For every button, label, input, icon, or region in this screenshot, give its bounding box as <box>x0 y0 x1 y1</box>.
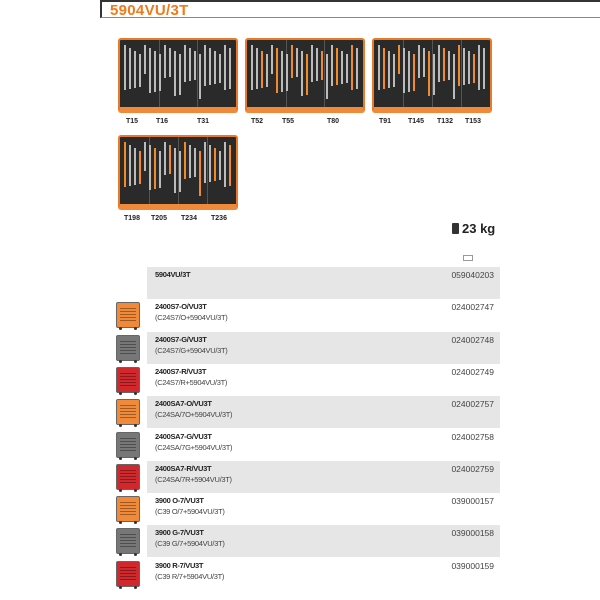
tool-shape <box>256 48 258 89</box>
tray-label: T145 <box>408 118 424 125</box>
tool-shape <box>189 48 191 81</box>
trolley-thumbnail <box>116 464 140 490</box>
tool-shape <box>261 51 263 88</box>
tool-shape <box>124 142 126 187</box>
item-name: 2400SA7-O/VU3T <box>155 399 212 409</box>
tool-shape <box>194 148 196 177</box>
item-name: 2400SA7-G/VU3T <box>155 431 212 441</box>
tool-shape <box>403 48 405 93</box>
trolley-thumbnail <box>116 528 140 554</box>
tool-shape <box>139 54 141 87</box>
item-article-number: 024002757 <box>451 399 494 410</box>
tool-shape <box>281 51 283 92</box>
tool-shape <box>351 45 353 90</box>
tool-shape <box>174 51 176 96</box>
tool-shape <box>423 48 425 77</box>
tool-shape <box>229 145 231 186</box>
wheel-icon <box>119 553 122 556</box>
tool-shape <box>204 45 206 86</box>
item-article-number: 039000159 <box>451 560 494 571</box>
tool-shape <box>336 48 338 85</box>
tray-label: T15 <box>125 118 139 125</box>
tool-shape <box>179 151 181 192</box>
table-row <box>147 267 500 299</box>
wheel-icon <box>134 553 137 556</box>
tool-shape <box>204 142 206 183</box>
item-set-code: (C24S7/R+5904VU/3T) <box>155 377 228 387</box>
tray-label: T236 <box>211 215 227 222</box>
wheel-icon <box>119 489 122 492</box>
table-row <box>147 396 500 428</box>
tray-label: T132 <box>437 118 453 125</box>
tool-shape <box>438 45 440 82</box>
item-set-code: (C39 R/7+5904VU/3T) <box>155 571 225 581</box>
product-title: 5904VU/3T <box>110 2 189 19</box>
tool-shape <box>229 48 231 89</box>
tool-shape <box>428 51 430 96</box>
tool-tray-4 <box>118 135 238 210</box>
table-row <box>147 461 500 493</box>
wheel-icon <box>119 586 122 589</box>
tool-shape <box>398 45 400 74</box>
tool-shape <box>291 45 293 78</box>
item-set-code: (C24SA/7G+5904VU/3T) <box>155 442 233 452</box>
trolley-thumbnail <box>116 335 140 361</box>
weight-icon <box>452 223 459 234</box>
item-name: 2400S7-G/VU3T <box>155 334 207 344</box>
item-name: 3900 G-7/VU3T <box>155 528 204 538</box>
wheel-icon <box>119 521 122 524</box>
table-row <box>147 525 500 557</box>
item-set-code: (C24SA/7O+5904VU/3T) <box>155 410 233 420</box>
wheel-icon <box>134 489 137 492</box>
tool-shape <box>463 48 465 85</box>
table-row <box>147 364 500 396</box>
wheel-icon <box>134 457 137 460</box>
tool-shape <box>199 151 201 196</box>
tool-shape <box>224 142 226 187</box>
item-article-number: 039000157 <box>451 496 494 507</box>
wheel-icon <box>134 521 137 524</box>
tool-shape <box>129 145 131 186</box>
tool-shape <box>224 45 226 90</box>
tray-label: T91 <box>378 118 392 125</box>
item-article-number: 024002758 <box>451 431 494 442</box>
trolley-thumbnail <box>116 302 140 328</box>
tool-shape <box>189 145 191 178</box>
tray-section <box>461 40 491 107</box>
item-article-number: 039000158 <box>451 528 494 539</box>
tool-shape <box>276 48 278 93</box>
item-article-number: 059040203 <box>451 270 494 280</box>
wheel-icon <box>119 360 122 363</box>
wheel-icon <box>134 392 137 395</box>
tool-shape <box>301 51 303 96</box>
tool-shape <box>296 48 298 77</box>
tool-shape <box>383 48 385 89</box>
tool-shape <box>194 51 196 80</box>
tool-shape <box>483 48 485 89</box>
tool-shape <box>458 45 460 86</box>
tool-shape <box>341 51 343 84</box>
item-article-number: 024002747 <box>451 302 494 313</box>
wheel-icon <box>119 424 122 427</box>
table-row <box>147 429 500 461</box>
tool-shape <box>199 54 201 99</box>
item-set-code: (C24S7/O+5904VU/3T) <box>155 313 228 323</box>
tool-shape <box>149 145 151 190</box>
tray-label: T80 <box>326 118 340 125</box>
tool-shape <box>321 51 323 80</box>
tray-label: T31 <box>196 118 210 125</box>
table-row <box>147 299 500 331</box>
tool-shape <box>316 48 318 81</box>
tray-section <box>207 137 237 204</box>
tray-label: T153 <box>465 118 481 125</box>
tool-shape <box>219 54 221 83</box>
tray-label: T205 <box>151 215 167 222</box>
tray-label: T16 <box>155 118 169 125</box>
table-row <box>147 558 500 590</box>
tool-shape <box>286 54 288 91</box>
weight-info <box>452 221 495 236</box>
wheel-icon <box>119 327 122 330</box>
tray-label: T55 <box>281 118 295 125</box>
tool-shape <box>251 45 253 90</box>
table-row <box>147 493 500 525</box>
tool-shape <box>144 45 146 74</box>
item-article-number: 024002759 <box>451 463 494 474</box>
tool-shape <box>209 48 211 85</box>
wheel-icon <box>119 457 122 460</box>
tool-shape <box>331 45 333 86</box>
wheel-icon <box>134 327 137 330</box>
wheel-icon <box>134 424 137 427</box>
tool-shape <box>378 45 380 90</box>
trolley-thumbnail <box>116 561 140 587</box>
trolley-thumbnail <box>116 432 140 458</box>
trolley-thumbnail <box>116 367 140 393</box>
tool-shape <box>154 51 156 92</box>
tool-shape <box>356 48 358 89</box>
barcode-icon <box>463 255 473 261</box>
tool-shape <box>311 45 313 82</box>
tool-shape <box>124 45 126 90</box>
tool-shape <box>219 151 221 180</box>
trolley-thumbnail <box>116 399 140 425</box>
tool-tray-2 <box>245 38 365 113</box>
tool-shape <box>214 51 216 84</box>
tool-shape <box>326 54 328 99</box>
item-name: 3900 O-7/VU3T <box>155 496 204 506</box>
tool-shape <box>433 54 435 95</box>
weight-value: 23 kg <box>462 221 496 236</box>
tool-shape <box>209 145 211 182</box>
tool-shape <box>473 54 475 83</box>
tool-shape <box>448 51 450 80</box>
item-set-code: (C24SA/7R+5904VU/3T) <box>155 474 232 484</box>
trolley-thumbnail <box>116 496 140 522</box>
item-name: 2400S7-O/VU3T <box>155 302 207 312</box>
tool-shape <box>134 148 136 185</box>
item-name: 2400S7-R/VU3T <box>155 366 207 376</box>
tray-label: T198 <box>124 215 140 222</box>
tool-shape <box>388 51 390 88</box>
tool-shape <box>164 45 166 78</box>
tool-shape <box>149 48 151 93</box>
item-set-code: (C39 O/7+5904VU/3T) <box>155 507 225 517</box>
item-article-number: 024002749 <box>451 366 494 377</box>
tool-shape <box>129 48 131 89</box>
tool-shape <box>164 142 166 175</box>
wheel-icon <box>134 360 137 363</box>
tool-shape <box>169 145 171 174</box>
item-article-number: 024002748 <box>451 334 494 345</box>
title-bar <box>100 0 600 18</box>
tool-shape <box>179 54 181 95</box>
tool-shape <box>393 54 395 87</box>
tool-shape <box>408 51 410 92</box>
tool-shape <box>159 54 161 91</box>
item-name: 5904VU/3T <box>155 270 191 279</box>
tool-shape <box>306 54 308 95</box>
tool-shape <box>443 48 445 81</box>
tool-shape <box>468 51 470 84</box>
wheel-icon <box>119 392 122 395</box>
item-name: 2400SA7-R/VU3T <box>155 463 212 473</box>
tool-shape <box>184 142 186 179</box>
tool-shape <box>266 54 268 87</box>
tool-shape <box>144 142 146 171</box>
tool-shape <box>134 51 136 88</box>
tray-label: T234 <box>181 215 197 222</box>
item-set-code: (C24S7/G+5904VU/3T) <box>155 345 228 355</box>
tool-shape <box>413 54 415 91</box>
table-row <box>147 332 500 364</box>
tray-label: T52 <box>250 118 264 125</box>
tool-shape <box>453 54 455 99</box>
tool-shape <box>271 45 273 74</box>
item-name: 3900 R-7/VU3T <box>155 560 204 570</box>
tool-shape <box>184 45 186 82</box>
tool-shape <box>478 45 480 90</box>
tool-shape <box>346 54 348 83</box>
item-set-code: (C39 G/7+5904VU/3T) <box>155 539 225 549</box>
tool-tray-1 <box>118 38 238 113</box>
tool-shape <box>214 148 216 181</box>
tool-shape <box>418 45 420 78</box>
tool-shape <box>154 148 156 189</box>
tool-tray-3 <box>372 38 492 113</box>
wheel-icon <box>134 586 137 589</box>
tool-shape <box>174 148 176 193</box>
tool-shape <box>139 151 141 184</box>
tool-shape <box>159 151 161 188</box>
tool-shape <box>169 48 171 77</box>
